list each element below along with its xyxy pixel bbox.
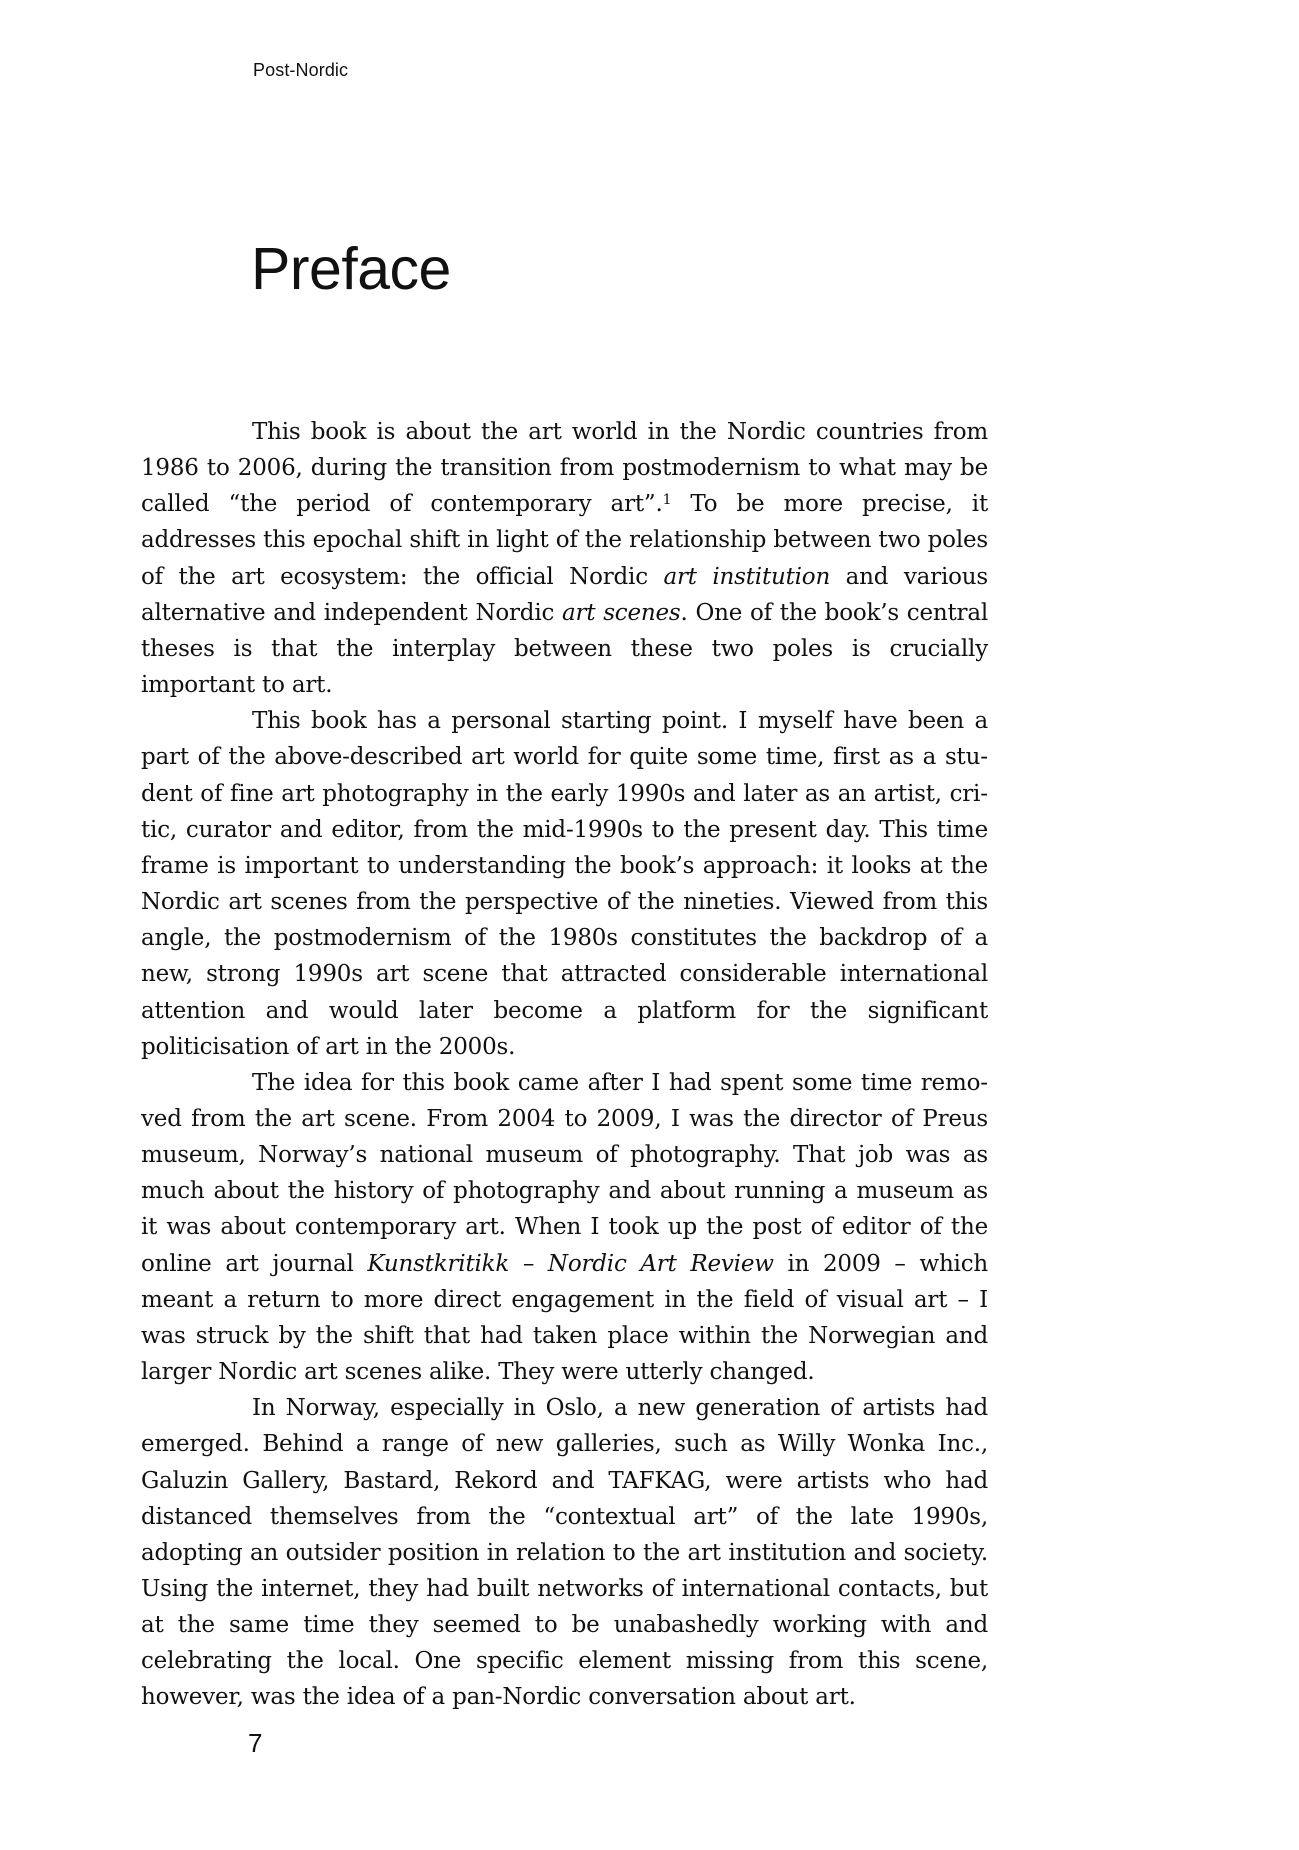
text-run: The idea for this book came after I had spent some time removed from the art scene. From 2004 to 2009, I was the director of Preus museum, Norway’s national museum of photography. That job was as much about the history of photography and about running a museum as it was about contemporary art. When I took up the post of editor of the online art journal — [141, 1069, 988, 1277]
text-run: in 2009 – which meant a return to more direct engagement in the field of visual art – I was struck by the shift that had taken place within the Norwegian and larger Nordic art scenes alike. They were utterly changed. — [141, 1250, 989, 1386]
running-head: Post-Nordic — [253, 60, 349, 80]
emphasis: art institution — [663, 563, 831, 590]
text-run: and various alternative and independent Nordic — [141, 563, 988, 626]
chapter-title: Preface — [251, 236, 451, 302]
paragraph — [141, 414, 988, 703]
body-text — [141, 414, 988, 1716]
paragraph: In Norway, especially in Oslo, a new generation of artists had emerged. Behind a range of new galleries, such as Willy Wonka Inc., Galuzin Gallery, Bastard, Rekord and TAFKAG, were artists who had distanced themselves from the “contextual art” of the late 1990s, adopting an outsider position in relation to the art institution and society. Using the internet, they had built networks of international contacts, but at the same time they seemed to be unabashedly working with and celebrating the local. One specific element missing from this scene, however, was the idea of a pan-Nordic conversation about art. — [141, 1395, 988, 1711]
text-run: This book is about the art world in the Nordic countries from 1986 to 2006, during the transition from postmodernism to what may be called “the period of contemporary art”. — [141, 419, 988, 518]
page-number: 7 — [248, 1728, 263, 1758]
paragraph: This book has a personal starting point. I myself have been a part of the above-described art world for quite some time, first as a student of fine art photography in the early 1990s and later as an artist, critic, curator and editor, from the mid-1990s to the present day. This time frame is important to understanding the book’s approach: it looks at the Nordic art scenes from the perspective of the nineties. Viewed from this angle, the postmodernism of the 1980s constitutes the backdrop of a new, strong 1990s art scene that attracted considerable international attention and would later become a platform for the significant politicisation of art in the 2000s. — [141, 708, 988, 1060]
text-run: . One of the book’s central theses is that the interplay between these two poles is crucially important to art. — [141, 599, 989, 699]
text-run: To be more precise, it addresses this epochal shift in light of the relationship between two poles of the art ecosystem: the official Nordic — [141, 491, 988, 590]
journal-title: Kunstkritikk – Nordic Art Review — [367, 1250, 774, 1277]
emphasis: art scenes — [562, 599, 681, 626]
paragraph — [141, 1065, 988, 1390]
footnote-marker: 1 — [662, 492, 672, 509]
